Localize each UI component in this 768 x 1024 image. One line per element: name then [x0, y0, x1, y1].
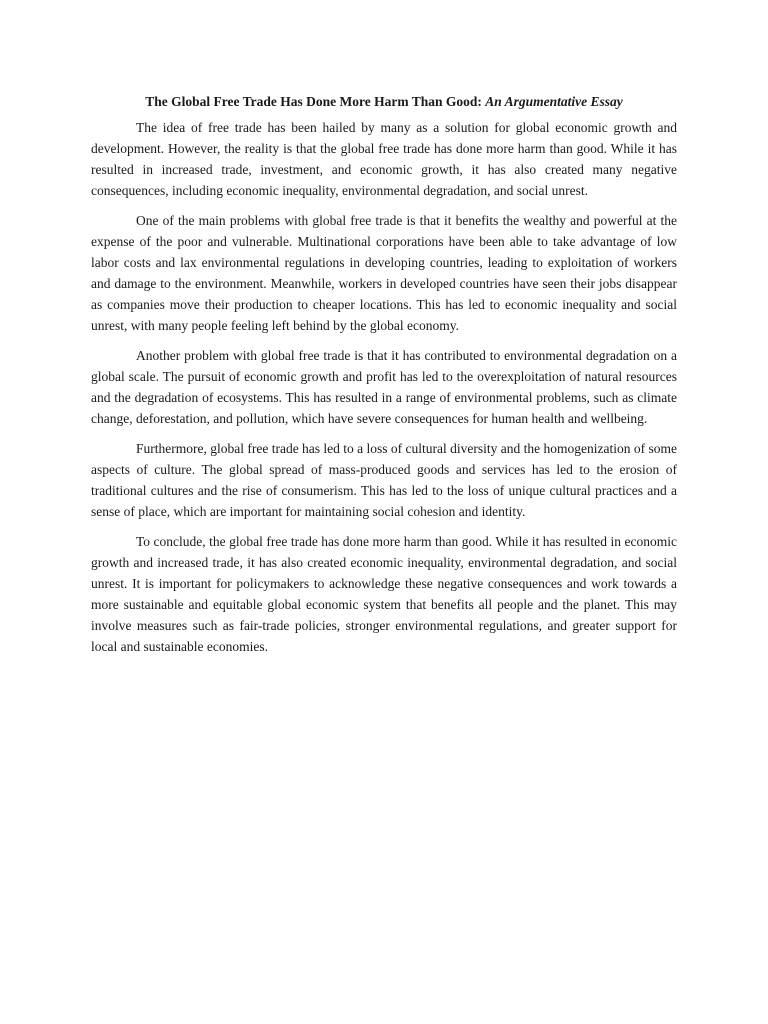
- paragraph-4: Furthermore, global free trade has led to a loss of cultural diversity and the homogenization of some aspects of culture. The global spread of mass-produced goods and services has led to the erosion of traditional cultures and the rise of consumerism. This has led to the loss of unique cultural practices and a sense of place, which are important for maintaining social cohesion and identity.: [91, 441, 677, 519]
- paragraph-5: To conclude, the global free trade has done more harm than good. While it has resulted in economic growth and increased trade, it has also created economic inequality, environmental degradation, and social unrest. It is important for policymakers to acknowledge these negative consequences and work towards a more sustainable and equitable global economic system that benefits all people and the planet. This may involve measures such as fair-trade policies, stronger environmental regulations, and greater support for local and sustainable economies.: [91, 534, 677, 654]
- paragraph-3: Another problem with global free trade is that it has contributed to environmental degradation on a global scale. The pursuit of economic growth and profit has led to the overexploitation of natural resources and the degradation of ecosystems. This has resulted in a range of environmental problems, such as climate change, deforestation, and pollution, which have severe consequences for human health and wellbeing.: [91, 348, 677, 426]
- essay-title-main: The Global Free Trade Has Done More Harm Than Good:: [145, 94, 482, 109]
- paragraph-1: The idea of free trade has been hailed by many as a solution for global economic growth and development. However, the reality is that the global free trade has done more harm than good. While it has resulted in increased trade, investment, and economic growth, it has also created many negative consequences, including economic inequality, environmental degradation, and social unrest.: [91, 120, 677, 198]
- essay-subtitle: An Argumentative Essay: [485, 94, 623, 109]
- essay-title: [91, 93, 677, 111]
- paragraph-2: One of the main problems with global free trade is that it benefits the wealthy and powerful at the expense of the poor and vulnerable. Multinational corporations have been able to take advantage of low labor costs and lax environmental regulations in developing countries, leading to exploitation of workers and damage to the environment. Meanwhile, workers in developed countries have seen their jobs disappear as companies move their production to cheaper locations. This has led to economic inequality and social unrest, with many people feeling left behind by the global economy.: [91, 213, 677, 333]
- document-page: [91, 93, 677, 666]
